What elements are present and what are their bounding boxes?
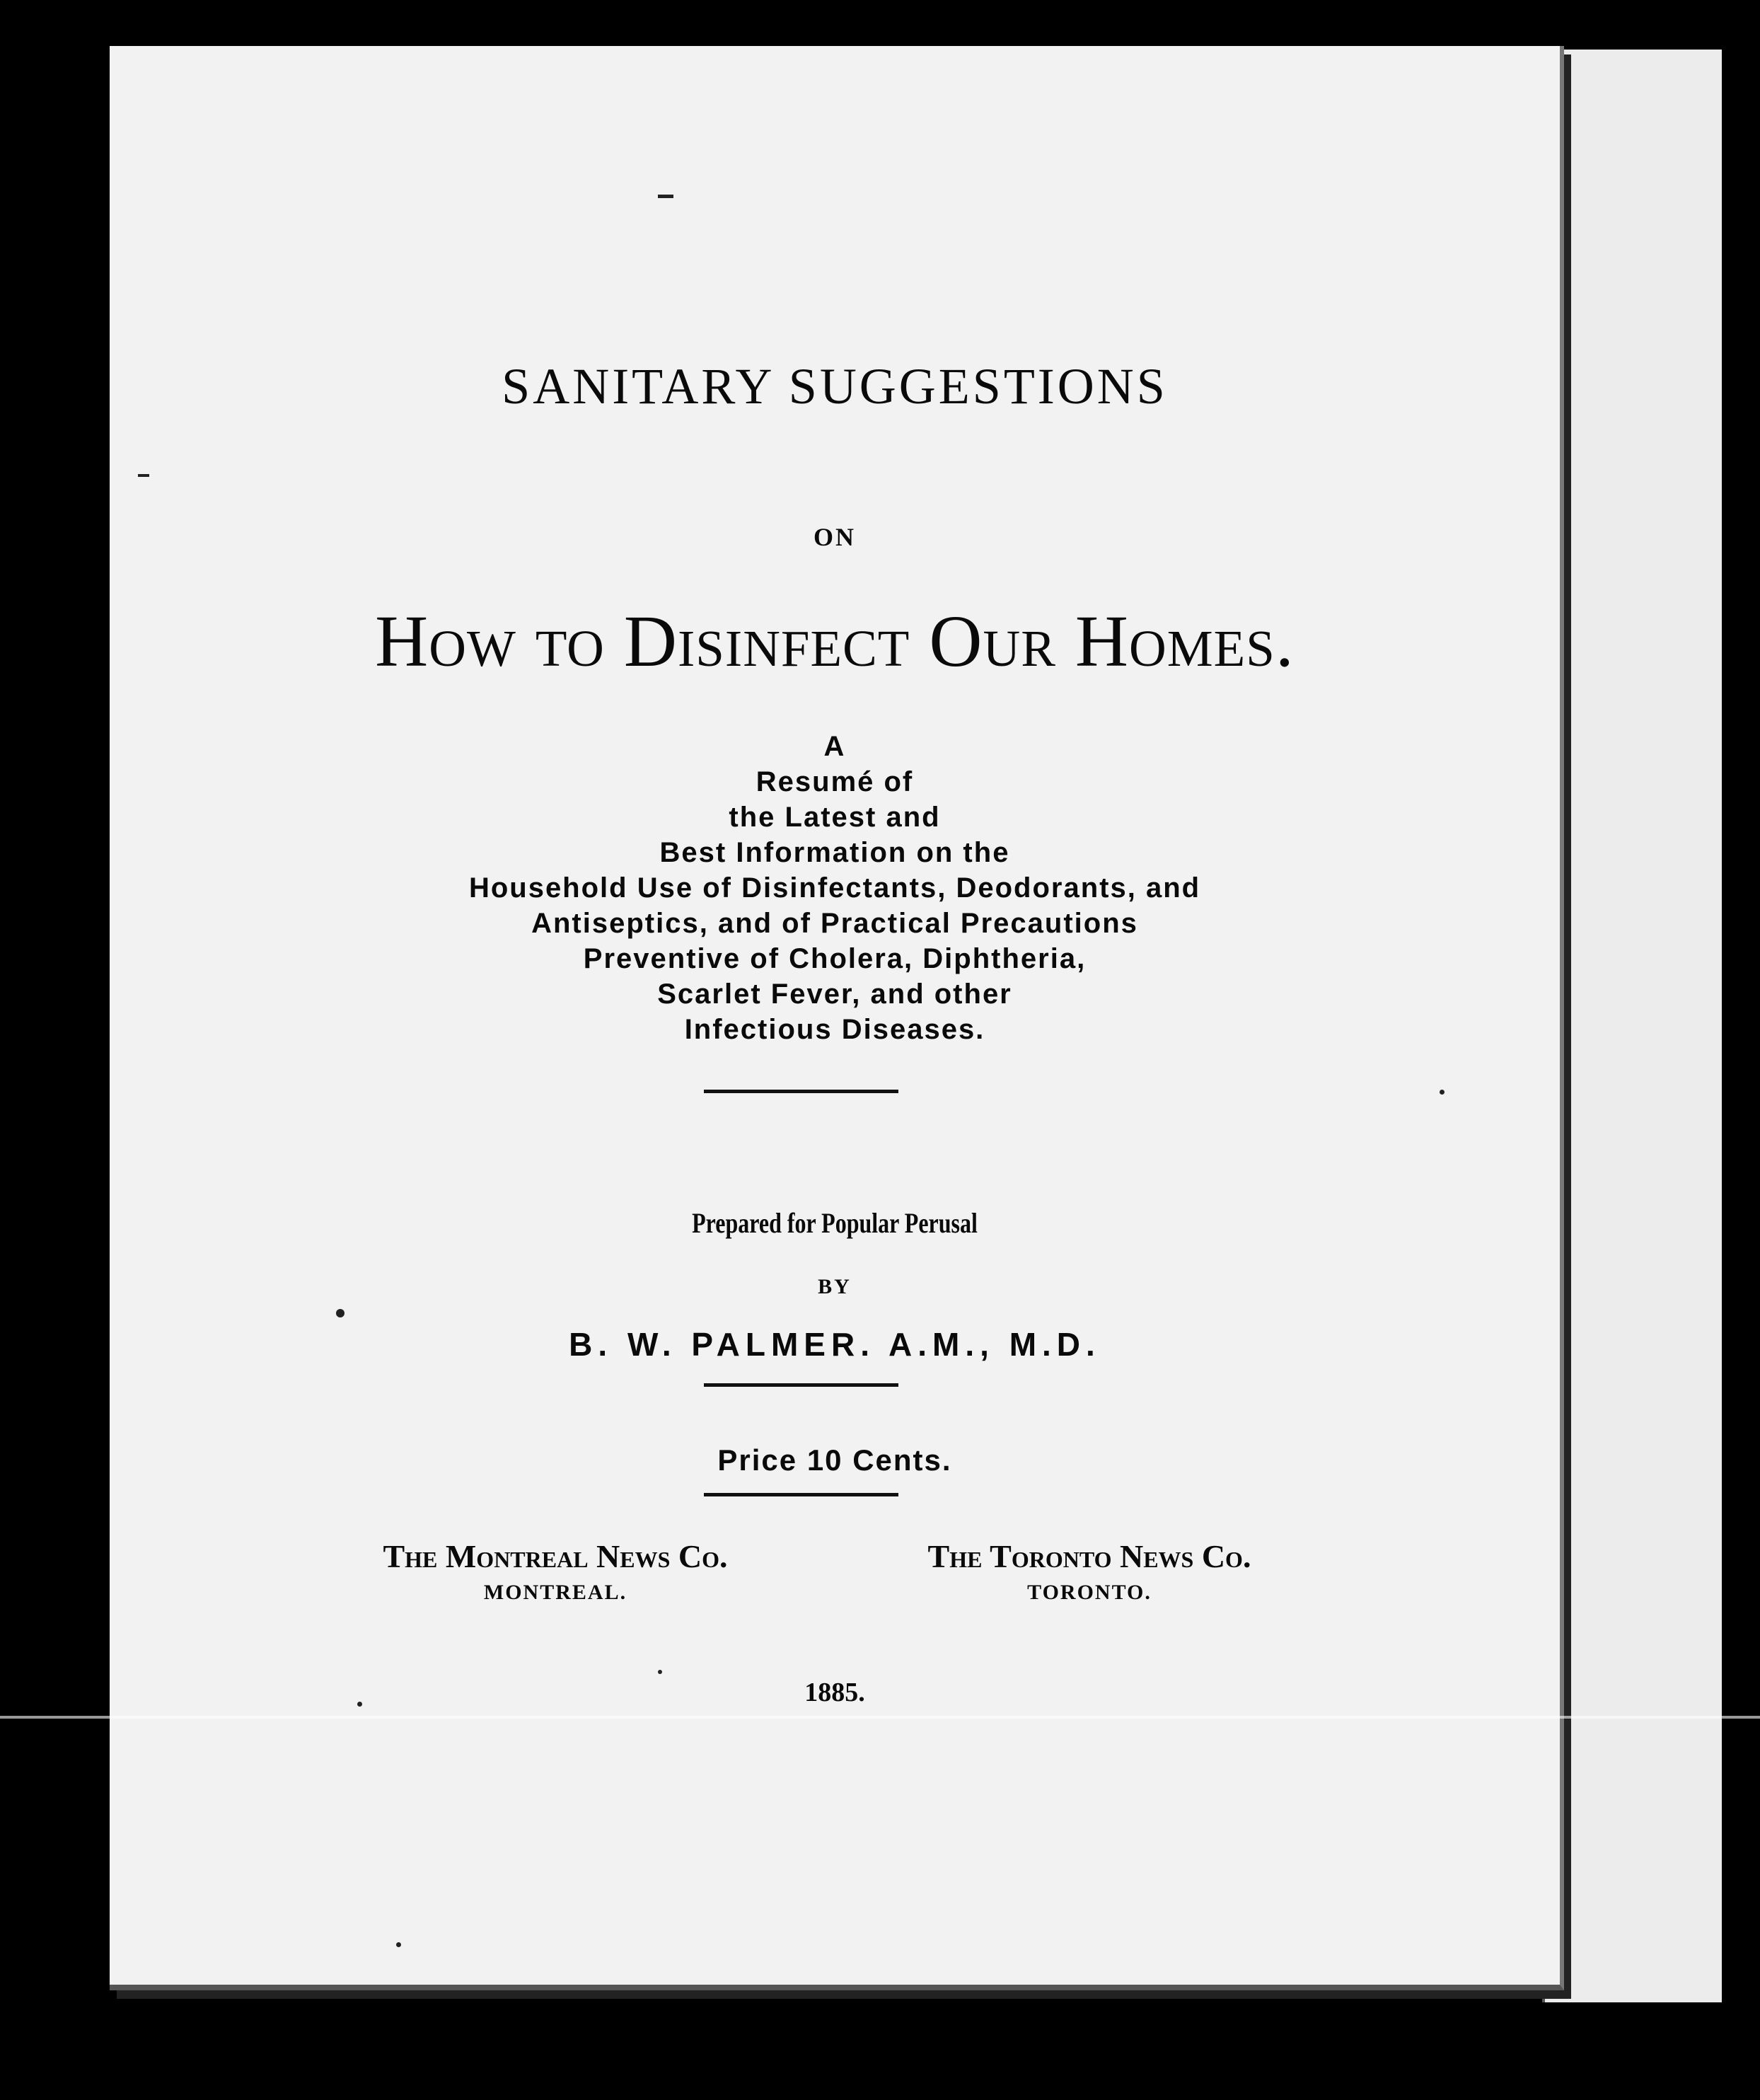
publication-year: 1885. [804,1678,865,1707]
publisher-city: MONTREAL. [483,1581,627,1604]
back-page [1542,50,1722,2002]
subtitle-line: A [823,731,846,762]
subtitle-line: Antiseptics, and of Practical Precautions [531,908,1138,939]
ink-speck [357,1702,362,1707]
scan-artifact-line [0,1716,1760,1719]
by-line: BY [818,1275,852,1298]
ink-speck [138,474,149,477]
subtitle-line: Infectious Diseases. [684,1014,985,1045]
publisher-toronto [870,1538,1309,1605]
divider-rule [704,1090,898,1093]
subtitle-block [110,729,1560,1047]
main-title: How to Disinfect Our Homes. [375,601,1295,682]
divider-rule [704,1383,898,1387]
subtitle-line: Scarlet Fever, and other [657,979,1012,1010]
ink-speck [658,1670,662,1674]
subtitle-line: Household Use of Disinfectants, Deodorants, and [468,872,1201,904]
subtitle-line: Resumé of [755,766,914,797]
subtitle-line: Best Information on the [659,837,1010,868]
ink-speck [658,195,673,198]
author-name: B. W. PALMER. A.M., M.D. [569,1326,1101,1363]
prepared-line: Prepared for Popular Perusal [692,1207,978,1239]
publisher-montreal [336,1538,775,1605]
title-page [110,46,1564,1990]
ink-speck [1440,1090,1445,1095]
publisher-name: The Montreal News Co. [383,1538,728,1574]
divider-rule [704,1493,898,1496]
subtitle-line: Preventive of Cholera, Diphtheria, [583,943,1087,974]
title-line-1: SANITARY SUGGESTIONS [502,358,1168,415]
title-on: ON [814,523,856,551]
publisher-city: TORONTO. [1027,1581,1152,1604]
publisher-name: The Toronto News Co. [927,1538,1251,1574]
ink-speck [396,1942,401,1947]
price-line: Price 10 Cents. [717,1443,952,1477]
subtitle-line: the Latest and [729,802,941,833]
ink-speck [336,1309,345,1317]
